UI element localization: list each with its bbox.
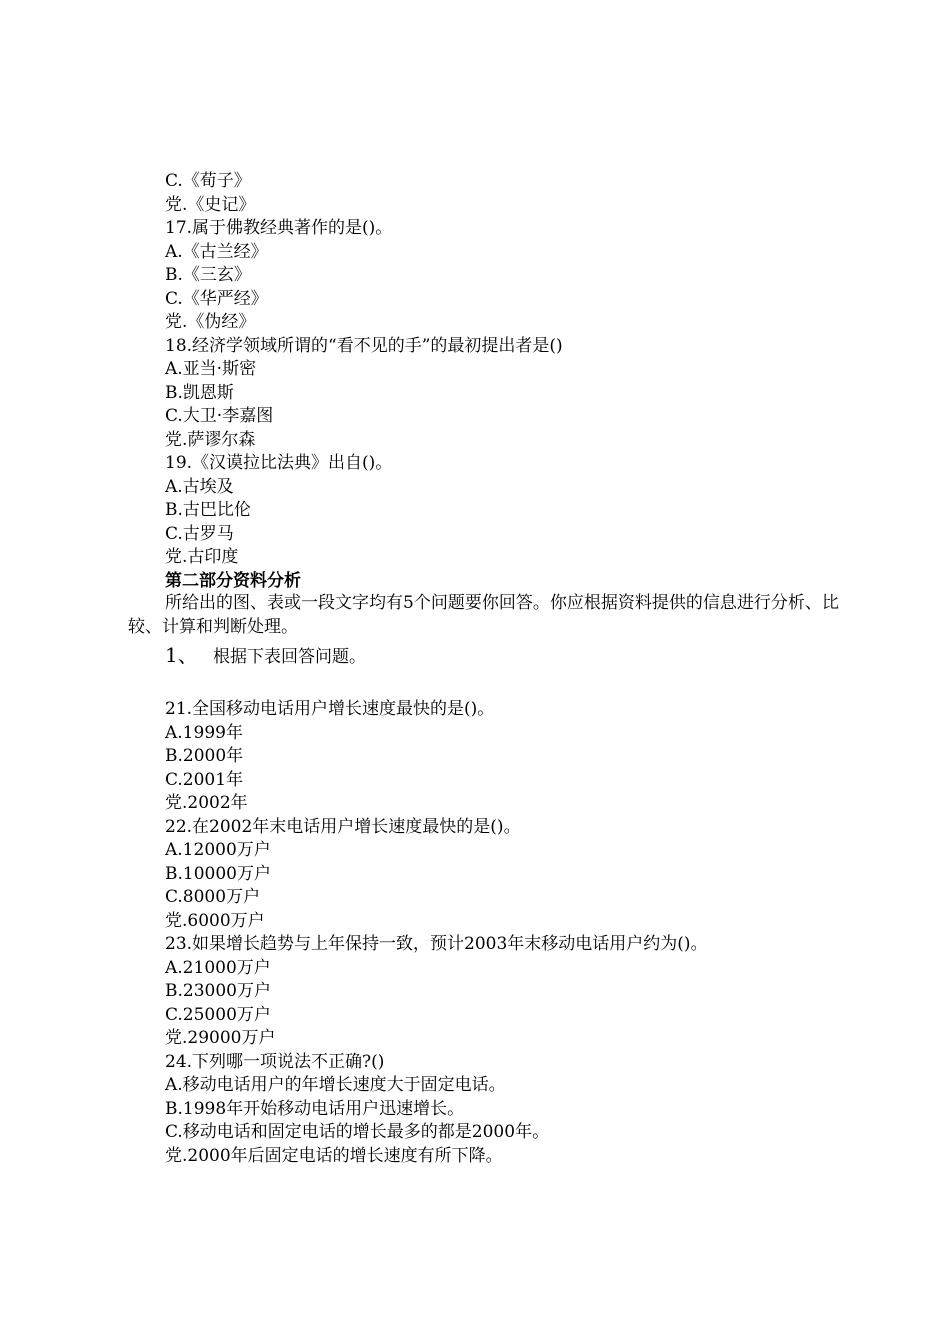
question-23: 23.如果增长趋势与上年保持一致，预计2003年末移动电话用户约为()。: [165, 934, 708, 954]
question-18-option-b: B.凯恩斯: [165, 382, 234, 403]
question-24-option-c: C.移动电话和固定电话的增长最多的都是2000年。: [165, 1122, 550, 1142]
section-intro: 所给出的图、表或一段文字均有5个问题要你回答。你应根据资料提供的信息进行分析、比较、计算和判断处理。: [128, 593, 839, 637]
question-21: 21.全国移动电话用户增长速度最快的是()。: [165, 699, 495, 719]
questions-part-one: [165, 170, 865, 593]
question-18-option-a: A.亚当·斯密: [165, 359, 257, 379]
question-19: 19.《汉谟拉比法典》出自()。: [165, 453, 393, 473]
question-21-option-a: A.1999年: [165, 722, 243, 743]
option-c-line: C.《荀子》: [165, 171, 251, 191]
instruction-number: 1、: [165, 643, 198, 667]
question-23-option-b: B.23000万户: [165, 981, 271, 1001]
question-19-option-d: 党.古印度: [165, 547, 239, 567]
question-22: 22.在2002年末电话用户增长速度最快的是()。: [165, 816, 521, 837]
questions-part-two: [165, 698, 865, 1168]
question-23-option-a: A.21000万户: [165, 957, 271, 978]
question-17-option-a: A.《古兰经》: [165, 241, 268, 262]
question-19-option-b: B.古巴比伦: [165, 500, 251, 520]
question-23-option-c: C.25000万户: [165, 1004, 271, 1025]
question-24-option-d: 党.2000年后固定电话的增长速度有所下降。: [165, 1145, 503, 1166]
instruction-text: 根据下表回答问题。: [213, 647, 366, 667]
question-17-option-b: B.《三玄》: [165, 265, 251, 285]
question-22-option-d: 党.6000万户: [165, 910, 265, 931]
question-24-option-a: A.移动电话用户的年增长速度大于固定电话。: [165, 1075, 506, 1095]
question-17-option-d: 党.《伪经》: [165, 312, 256, 332]
numbered-instruction: [165, 643, 366, 669]
section-title: 第二部分资料分析: [165, 570, 301, 591]
question-21-option-b: B.2000年: [165, 746, 244, 766]
question-23-option-d: 党.29000万户: [165, 1028, 276, 1048]
question-22-option-b: B.10000万户: [165, 863, 271, 884]
question-18: 18.经济学领域所谓的“看不见的手”的最初提出者是(): [165, 335, 563, 356]
question-18-option-c: C.大卫·李嘉图: [165, 406, 274, 426]
question-24-option-b: B.1998年开始移动电话用户迅速增长。: [165, 1098, 465, 1119]
question-22-option-c: C.8000万户: [165, 887, 261, 907]
question-21-option-d: 党.2002年: [165, 793, 248, 813]
question-19-option-a: A.古埃及: [165, 476, 234, 497]
question-19-option-c: C.古罗马: [165, 523, 234, 544]
question-22-option-a: A.12000万户: [165, 840, 271, 860]
question-18-option-d: 党.萨谬尔森: [165, 429, 256, 450]
option-d-line: 党.《史记》: [165, 194, 256, 215]
question-17: 17.属于佛教经典著作的是()。: [165, 218, 393, 238]
question-24: 24.下列哪一项说法不正确?(): [165, 1051, 385, 1072]
question-17-option-c: C.《华严经》: [165, 288, 268, 309]
question-21-option-c: C.2001年: [165, 769, 244, 790]
